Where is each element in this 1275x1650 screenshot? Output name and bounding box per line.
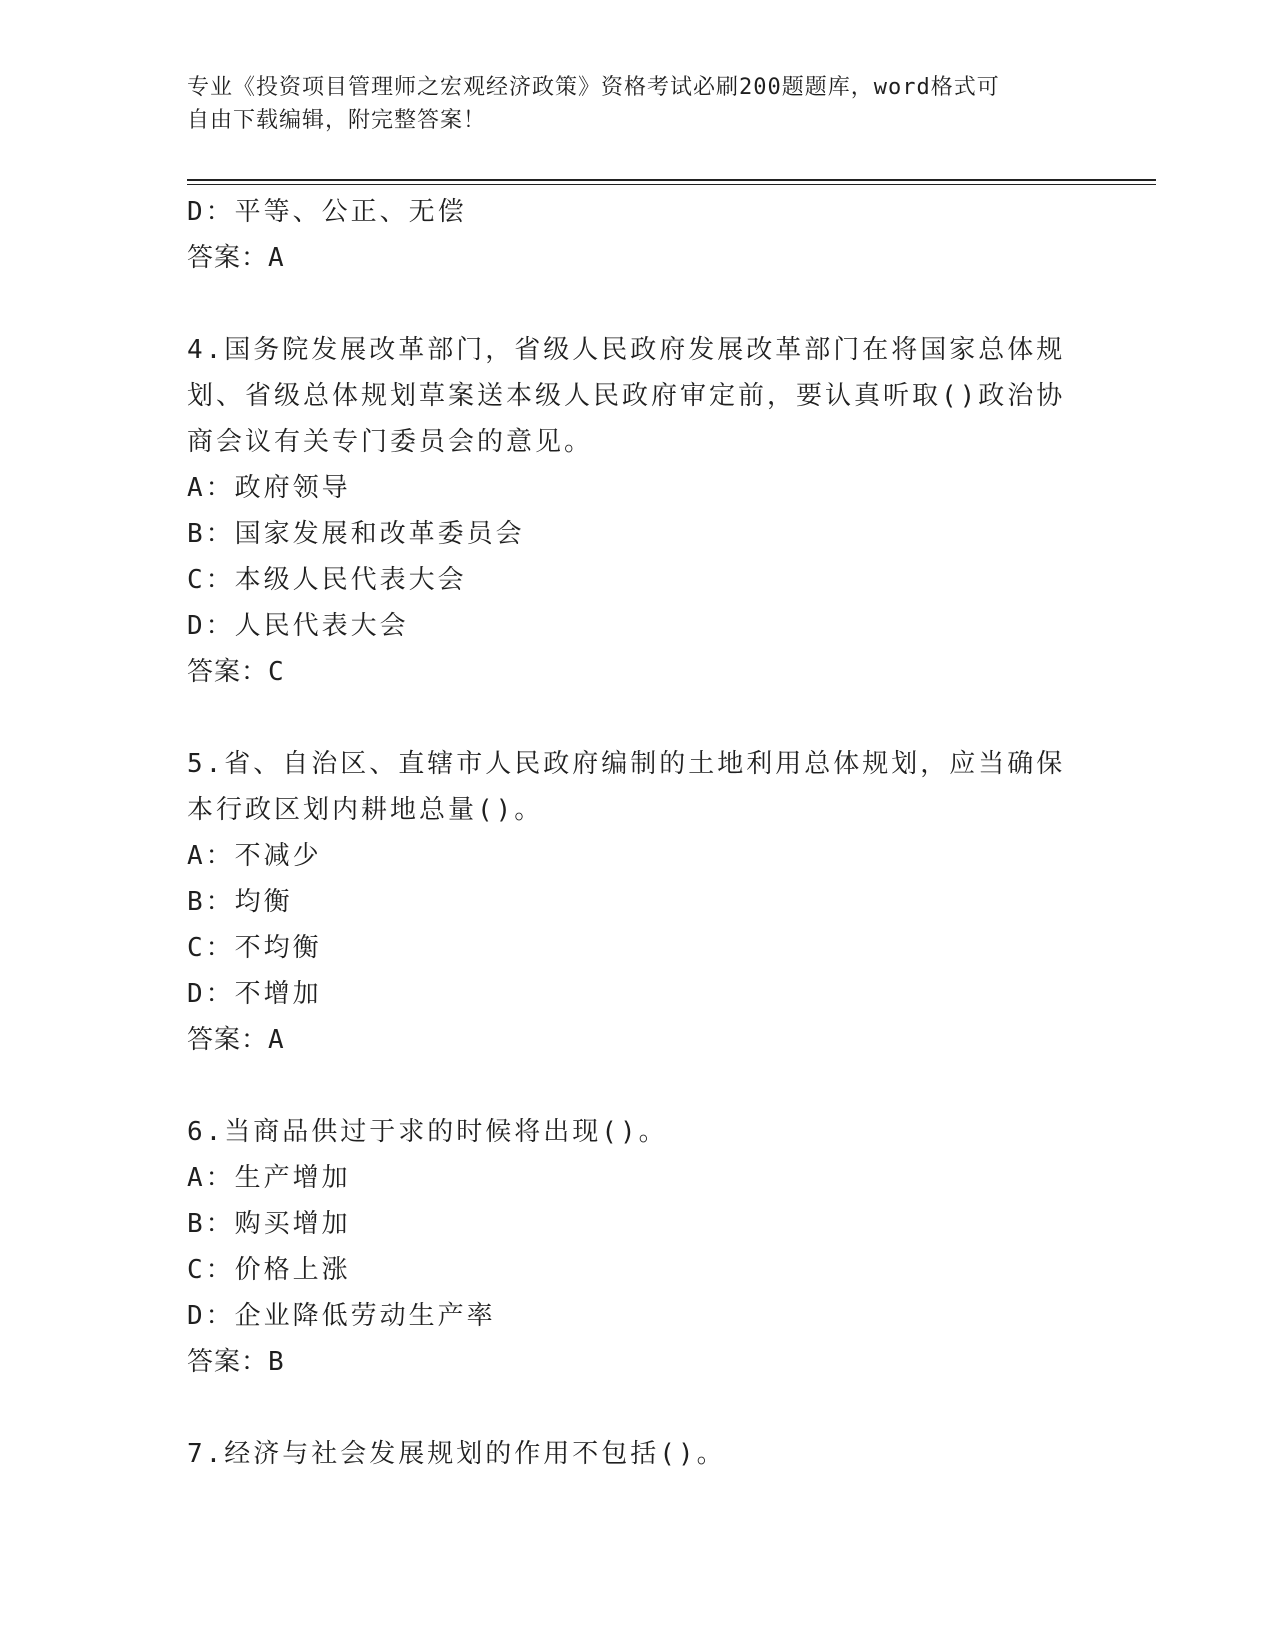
option-c: C：价格上涨 (187, 1255, 351, 1285)
header-line-2: 自由下载编辑，附完整答案！ (187, 108, 487, 133)
answer (187, 1339, 1067, 1385)
option-b: B：购买增加 (187, 1209, 351, 1239)
answer (187, 1017, 1067, 1063)
spacer (187, 695, 1067, 741)
prev-option-d: D：平等、公正、无偿 (187, 197, 467, 227)
spacer (187, 1385, 1067, 1431)
answer-label: 答案： (187, 1025, 269, 1055)
question-stem-line: 7.经济与社会发展规划的作用不包括()。 (187, 1439, 726, 1469)
option-a: A：政府领导 (187, 473, 351, 503)
answer-label: 答案： (187, 657, 269, 687)
answer-value: A (268, 1025, 285, 1055)
option-c: C：本级人民代表大会 (187, 565, 467, 595)
answer-value: B (268, 1347, 285, 1377)
header-divider-thin (187, 184, 1156, 185)
answer (187, 649, 1067, 695)
question-5 (187, 741, 1067, 1063)
question-stem-line: 5.省、自治区、直辖市人民政府编制的土地利用总体规划，应当确保 (187, 749, 1066, 779)
answer-label: 答案： (187, 243, 269, 273)
option-d: D：不增加 (187, 979, 322, 1009)
question-stem-line: 商会议有关专门委员会的意见。 (187, 427, 594, 457)
answer-value: A (268, 243, 285, 273)
document-header (187, 71, 1067, 137)
option-d: D：人民代表大会 (187, 611, 409, 641)
question-6 (187, 1109, 1067, 1385)
question-stem-line: 划、省级总体规划草案送本级人民政府审定前，要认真听取()政治协 (187, 381, 1066, 411)
prev-answer (187, 235, 1067, 281)
answer-label: 答案： (187, 1347, 269, 1377)
spacer (187, 281, 1067, 327)
option-a: A：不减少 (187, 841, 322, 871)
question-4 (187, 327, 1067, 695)
option-d: D：企业降低劳动生产率 (187, 1301, 496, 1331)
question-stem-line: 6.当商品供过于求的时候将出现()。 (187, 1117, 668, 1147)
option-c: C：不均衡 (187, 933, 322, 963)
header-line-1: 专业《投资项目管理师之宏观经济政策》资格考试必刷200题题库，word格式可 (187, 75, 1000, 100)
option-b: B：均衡 (187, 887, 293, 917)
question-stem-line: 4.国务院发展改革部门，省级人民政府发展改革部门在将国家总体规 (187, 335, 1066, 365)
question-stem-line: 本行政区划内耕地总量()。 (187, 795, 544, 825)
header-divider-thick (187, 179, 1156, 181)
spacer (187, 1063, 1067, 1109)
question-7 (187, 1431, 1067, 1477)
question-body (187, 189, 1067, 1477)
answer-value: C (268, 657, 285, 687)
option-a: A：生产增加 (187, 1163, 351, 1193)
option-b: B：国家发展和改革委员会 (187, 519, 525, 549)
